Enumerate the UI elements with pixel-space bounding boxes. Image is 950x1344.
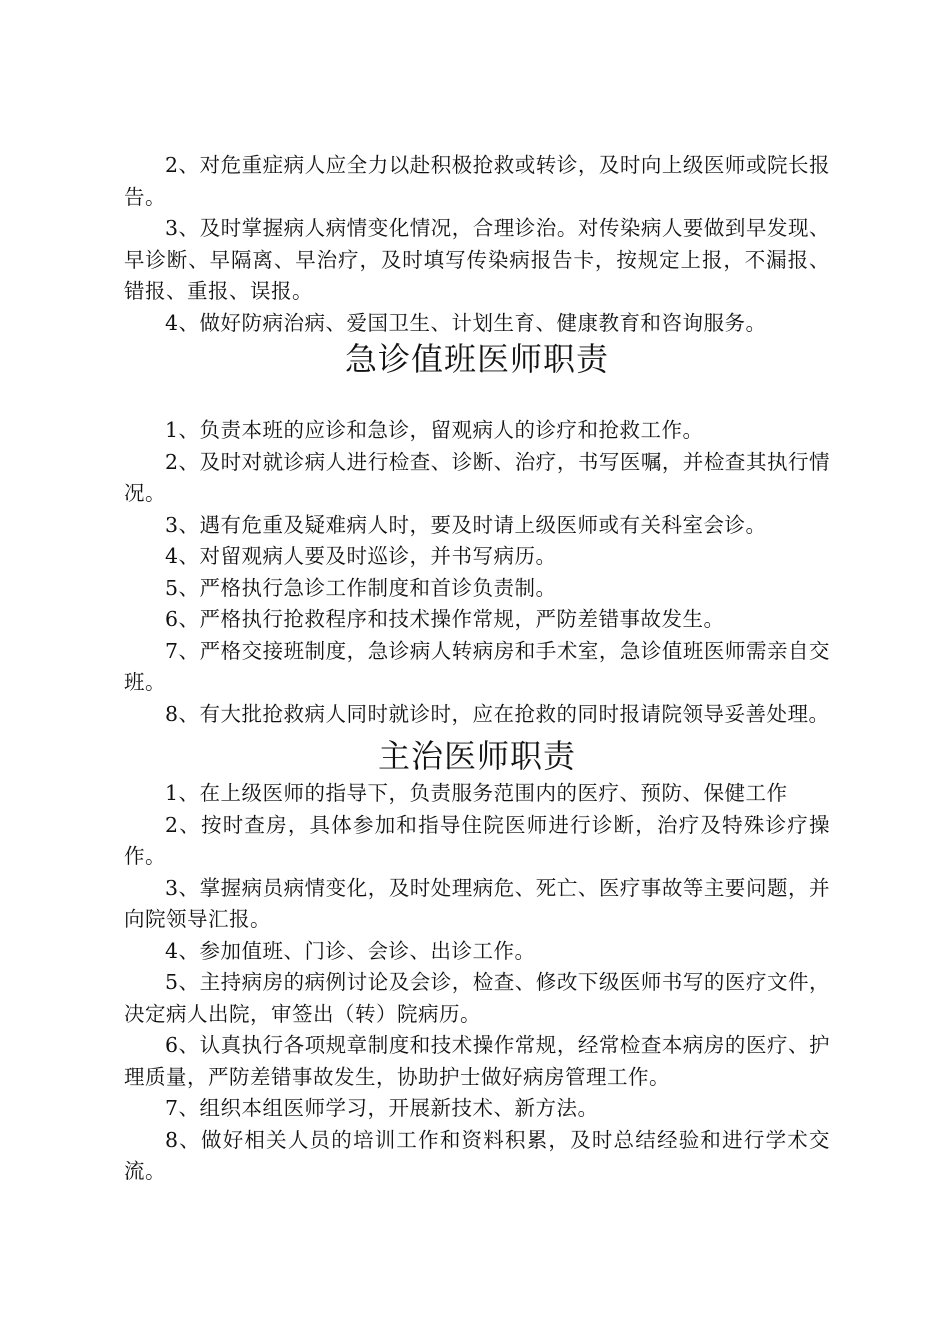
section-title-emergency: 急诊值班医师职责 bbox=[344, 340, 609, 378]
emergency-item: 6、严格执行抢救程序和技术操作常规，严防差错事故发生。 bbox=[165, 607, 725, 631]
attending-item: 3、掌握病员病情变化，及时处理病危、死亡、医疗事故等主要问题，并向院领导汇报。 bbox=[124, 875, 830, 931]
emergency-item: 5、严格执行急诊工作制度和首诊负责制。 bbox=[165, 575, 557, 600]
emergency-item: 2、及时对就诊病人进行检查、诊断、治疗，书写医嘱，并检查其执行情况。 bbox=[124, 449, 830, 505]
attending-item: 8、做好相关人员的培训工作和资料积累，及时总结经验和进行学术交流。 bbox=[124, 1127, 830, 1183]
intro-item: 4、做好防病治病、爱国卫生、计划生育、健康教育和咨询服务。 bbox=[165, 310, 767, 335]
emergency-item: 3、遇有危重及疑难病人时，要及时请上级医师或有关科室会诊。 bbox=[165, 512, 767, 537]
document-page bbox=[124, 150, 830, 1188]
emergency-item: 4、对留观病人要及时巡诊，并书写病历。 bbox=[165, 544, 557, 568]
attending-item: 1、在上级医师的指导下，负责服务范围内的医疗、预防、保健工作 bbox=[165, 781, 788, 805]
section-title-attending: 主治医师职责 bbox=[377, 737, 576, 775]
intro-item: 3、及时掌握病人病情变化情况，合理诊治。对传染病人要做到早发现、早诊断、早隔离、早治疗，及时填写传染病报告卡，按规定上报，不漏报、错报、重报、误报。 bbox=[124, 216, 830, 303]
attending-item: 4、参加值班、门诊、会诊、出诊工作。 bbox=[165, 938, 536, 963]
emergency-item: 1、负责本班的应诊和急诊，留观病人的诊疗和抢救工作。 bbox=[165, 418, 704, 442]
emergency-item: 8、有大批抢救病人同时就诊时，应在抢救的同时报请院领导妥善处理。 bbox=[165, 701, 830, 726]
attending-item: 6、认真执行各项规章制度和技术操作常规，经常检查本病房的医疗、护理质量，严防差错事故发生，协助护士做好病房管理工作。 bbox=[124, 1033, 830, 1089]
attending-item: 7、组织本组医师学习，开展新技术、新方法。 bbox=[165, 1096, 599, 1120]
attending-item: 5、主持病房的病例讨论及会诊，检查、修改下级医师书写的医疗文件，决定病人出院，审签出（转）院病历。 bbox=[124, 970, 830, 1026]
attending-item: 2、按时查房，具体参加和指导住院医师进行诊断，治疗及特殊诊疗操作。 bbox=[124, 812, 830, 868]
intro-item: 2、对危重症病人应全力以赴积极抢救或转诊，及时向上级医师或院长报告。 bbox=[124, 153, 830, 209]
emergency-item: 7、严格交接班制度，急诊病人转病房和手术室，急诊值班医师需亲自交班。 bbox=[124, 638, 830, 694]
